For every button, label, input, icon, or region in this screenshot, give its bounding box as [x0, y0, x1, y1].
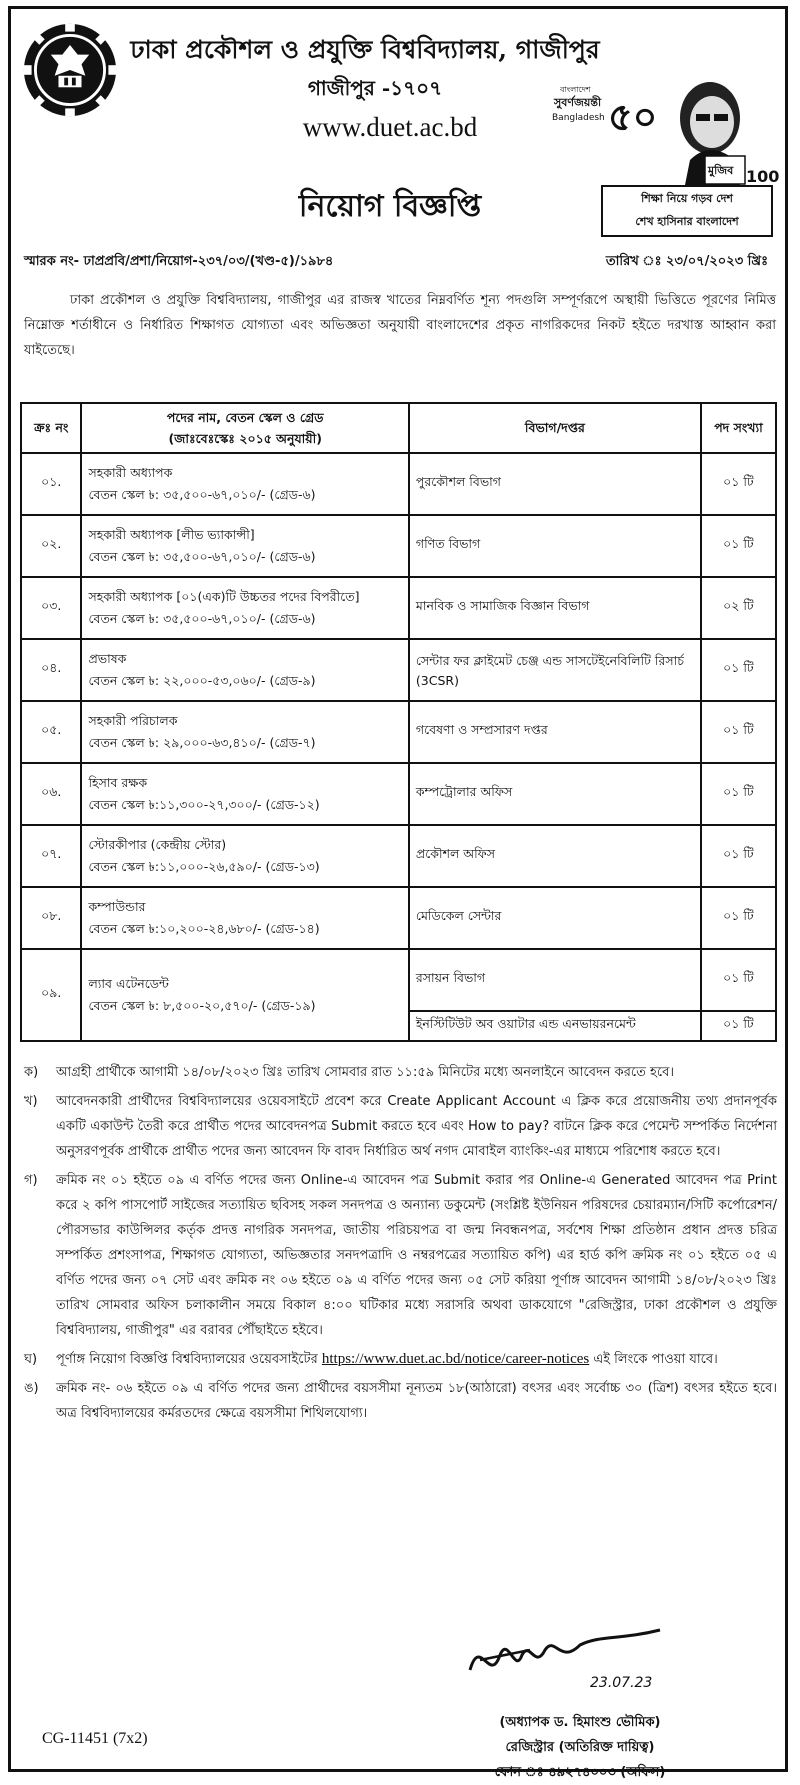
- department-cell: রসায়ন বিভাগ: [409, 949, 701, 1011]
- post-cell: [81, 515, 408, 577]
- condition-marker: ঙ): [24, 1381, 39, 1396]
- col-department: বিভাগ/দপ্তর: [409, 403, 701, 453]
- condition-item: [20, 1376, 777, 1426]
- university-name: ঢাকা প্রকৌশল ও প্রযুক্তি বিশ্ববিদ্যালয়, গাজীপুর: [130, 35, 600, 64]
- post-cell: [81, 949, 408, 1041]
- signatory-designation: রেজিস্ট্রার (অতিরিক্ত দায়িত্ব): [505, 1740, 655, 1755]
- footer-code: CG-11451 (7x2): [42, 1730, 148, 1747]
- slogan-line-2: শেখ হাসিনার বাংলাদেশ: [635, 215, 739, 228]
- table-row: [21, 949, 776, 1011]
- count-cell: ০১ টি: [701, 949, 776, 1011]
- condition-item: [20, 1060, 777, 1085]
- signature-date: 23.07.23: [590, 1675, 653, 1691]
- post-name: সহকারী পরিচালক: [88, 713, 178, 728]
- pay-scale: বেতন স্কেল ৳:১১,৩০০-২৭,৩০০/- (গ্রেড-১২): [88, 797, 320, 812]
- department-cell: গণিত বিভাগ: [409, 515, 701, 577]
- condition-text: ক্রমিক নং- ০৬ হইতে ০৯ এ বর্ণিত পদের জন্য প্রার্থীদের বয়সসীমা নূন্যতম ১৮(আঠারো) বৎসর এবং সর্বোচ্চ ৩০ (ত্রিশ) বৎসর হইতে হবে। অত্র বিশ্ববিদ্যালয়ের কর্মরতদের ক্ষেত্রে বয়সসীমা শিথিলযোগ্য।: [56, 1381, 777, 1421]
- serial-cell: ০৭.: [21, 825, 81, 887]
- pay-scale: বেতন স্কেল ৳: ৩৫,৫০০-৬৭,০১০/- (গ্রেড-৬): [88, 487, 316, 502]
- table-row: [21, 887, 776, 949]
- condition-item: [20, 1347, 777, 1372]
- col-post: পদের নাম, বেতন স্কেল ও গ্রেড (জাঃবেঃস্কেঃ ২০১৫ অনুযায়ী): [81, 403, 408, 453]
- post-name: স্টোরকীপার (কেন্দ্রীয় স্টোর): [88, 837, 227, 852]
- count-cell: ০১ টি: [701, 825, 776, 887]
- condition-item: [20, 1089, 777, 1164]
- condition-marker: ঘ): [24, 1352, 38, 1367]
- jubilee-emblem-icon: [540, 70, 780, 185]
- count-cell: ০১ টি: [701, 1011, 776, 1041]
- vacancy-table: [20, 402, 777, 1042]
- signatory-block: [430, 1710, 730, 1785]
- post-name: সহকারী অধ্যাপক [০১(এক)টি উচ্চতর পদের বিপরীতে]: [88, 589, 360, 604]
- pay-scale: বেতন স্কেল ৳: ৩৫,৫০০-৬৭,০১০/- (গ্রেড-৬): [88, 611, 316, 626]
- conditions-list: [20, 1060, 777, 1430]
- career-notices-link[interactable]: https://www.duet.ac.bd/notice/career-notices: [321, 1351, 590, 1367]
- pay-scale: বেতন স্কেল ৳:১০,২০০-২৪,৬৮০/- (গ্রেড-১৪): [88, 921, 320, 936]
- post-name: সহকারী অধ্যাপক: [88, 465, 173, 480]
- condition-text: পূর্ণাঙ্গ নিয়োগ বিজ্ঞপ্তি বিশ্ববিদ্যালয়ের ওয়েবসাইটের: [56, 1352, 322, 1367]
- notice-heading: নিয়োগ বিজ্ঞপ্তি: [298, 189, 482, 224]
- serial-cell: ০২.: [21, 515, 81, 577]
- table-row: [21, 453, 776, 515]
- count-cell: ০২ টি: [701, 577, 776, 639]
- pay-scale: বেতন স্কেল ৳: ২৯,০০০-৬৩,৪১০/- (গ্রেড-৭): [88, 735, 316, 750]
- svg-text:৫০: ৫০: [608, 95, 658, 139]
- post-name: হিসাব রক্ষক: [88, 775, 148, 790]
- university-city: গাজীপুর -১৭০৭: [307, 76, 443, 100]
- condition-text: আবেদনকারী প্রার্থীদের বিশ্ববিদ্যালয়ের ওয়েবসাইটে প্রবেশ করে Create Applicant Account এ ক্লিক করে প্রয়োজনীয় তথ্য প্রদানপূর্বক একটি একাউন্ট তৈরী করে প্রার্থীত পদের আবেদনপত্র Submit করতে হবে এবং How to pay? বাটনে ক্লিক করে পেমেন্ট সম্পর্কিত নির্দেশনা অনুসরণপূর্বক প্রার্থীকে প্রার্থীত পদের জন্য আবেদন ফি বাবদ নির্ধারিত অর্থ নগদ মোবাইল ব্যাংকিং-এর মাধ্যমে পরিশোধ করতে হবে।: [56, 1094, 777, 1159]
- count-cell: ০১ টি: [701, 763, 776, 825]
- notice-date: তারিখ ঃ ২৩/০৭/২০২৩ খ্রিঃ: [605, 254, 768, 269]
- serial-cell: ০৯.: [21, 949, 81, 1041]
- condition-marker: ক): [24, 1065, 39, 1080]
- table-row: [21, 515, 776, 577]
- col-count: পদ সংখ্যা: [701, 403, 776, 453]
- col-serial: ক্রঃ নং: [21, 403, 81, 453]
- registrar-signature: [460, 1615, 720, 1695]
- condition-marker: গ): [24, 1173, 38, 1188]
- condition-text: আগ্রহী প্রার্থীকে আগামী ১৪/০৮/২০২৩ খ্রিঃ তারিখ সোমবার রাত ১১:৫৯ মিনিটের মধ্যে অনলাইনে আবেদন করতে হবে।: [56, 1065, 674, 1080]
- table-row: [21, 701, 776, 763]
- signatory-phone: ফোন ঃ ৪৯২৭৪০০৩ (অফিস): [494, 1765, 666, 1780]
- department-cell: প্রকৌশল অফিস: [409, 825, 701, 887]
- memo-number: স্মারক নং- ঢাপ্রপ্রবি/প্রশা/নিয়োগ-২৩৭/০৩/(খণ্ড-৫)/১৯৮৪: [24, 254, 334, 269]
- post-name: প্রভাষক: [88, 651, 127, 666]
- condition-item: [20, 1168, 777, 1343]
- department-cell: মেডিকেল সেন্টার: [409, 887, 701, 949]
- post-cell: [81, 887, 408, 949]
- serial-cell: ০৮.: [21, 887, 81, 949]
- post-cell: [81, 639, 408, 701]
- post-name: সহকারী অধ্যাপক [লীভ ভ্যাকান্সী]: [88, 527, 255, 542]
- slogan-box: [601, 185, 773, 237]
- serial-cell: ০৬.: [21, 763, 81, 825]
- condition-text: এই লিংকে পাওয়া যাবে।: [589, 1352, 718, 1367]
- count-cell: ০১ টি: [701, 453, 776, 515]
- serial-cell: ০১.: [21, 453, 81, 515]
- department-cell: ইনস্টিটিউট অব ওয়াটার এন্ড এনভায়রনমেন্ট: [409, 1011, 701, 1041]
- university-website: www.duet.ac.bd: [302, 112, 478, 142]
- svg-text:বাংলাদেশ: বাংলাদেশ: [560, 85, 591, 94]
- serial-cell: ০৫.: [21, 701, 81, 763]
- post-cell: [81, 763, 408, 825]
- department-cell: পুরকৌশল বিভাগ: [409, 453, 701, 515]
- condition-marker: খ): [24, 1094, 38, 1109]
- post-cell: [81, 825, 408, 887]
- table-header-row: [21, 403, 776, 453]
- table-row: [21, 577, 776, 639]
- post-cell: [81, 577, 408, 639]
- table-row: [21, 763, 776, 825]
- serial-cell: ০৩.: [21, 577, 81, 639]
- svg-text:সুবর্ণজয়ন্তী: সুবর্ণজয়ন্তী: [554, 96, 602, 109]
- university-logo-icon: [22, 22, 118, 118]
- condition-text: ক্রমিক নং ০১ হইতে ০৯ এ বর্ণিত পদের জন্য Online-এ আবেদন পত্র Submit করার পর Online-এ Generated আবেদন পত্র Print করে ২ কপি পাসপোর্ট সাইজের সত্যায়িত ছবিসহ সকল সনদপত্র ও অন্যান্য ডকুমেন্ট (সংশ্লিষ্ট ইউনিয়ন পরিষদের চেয়ারম্যান/সিটি কর্পোরেশন/পৌরসভার কাউন্সিলর কর্তৃক প্রদত্ত নাগরিক সনদপত্র, জাতীয় পরিচয়পত্র বা জন্ম নিবন্ধনপত্র, সর্বশেষ শিক্ষা প্রতিষ্ঠান প্রধান প্রদত্ত চরিত্র সম্পর্কিত প্রশংসাপত্র, শিক্ষাগত যোগ্যতা, অভিজ্ঞতার সনদপত্রাদি ও নম্বরপত্রের সত্যায়িত কপি) এর হার্ড কপি ক্রমিক নং ০১ হইতে ০৫ এ বর্ণিত পদের জন্য ০৭ সেট এবং ক্রমিক নং ০৬ হইতে ০৯ এ বর্ণিত পদের জন্য ০৫ সেট করিয়া পূর্ণাঙ্গ আবেদন আগামী ১৪/০৮/২০২৩ খ্রিঃ তারিখ সোমবার অফিস চলাকালীন সময়ে বিকাল ৪:০০ ঘটিকার মধ্যে সরাসরি অথবা ডাকযোগে "রেজিস্ট্রার, ঢাকা প্রকৌশল ও প্রযুক্তি বিশ্ববিদ্যালয়, গাজীপুর" এর বরাবর পৌঁছাইতে হইবে।: [56, 1173, 777, 1338]
- signatory-name: (অধ্যাপক ড. হিমাংশু ভৌমিক): [499, 1715, 661, 1730]
- table-row: [21, 639, 776, 701]
- pay-scale: বেতন স্কেল ৳:১১,০০০-২৬,৫৯০/- (গ্রেড-১৩): [88, 859, 320, 874]
- svg-text:Bangladesh: Bangladesh: [552, 113, 605, 123]
- table-row: [21, 825, 776, 887]
- post-cell: [81, 701, 408, 763]
- serial-cell: ০৪.: [21, 639, 81, 701]
- intro-paragraph: ঢাকা প্রকৌশল ও প্রযুক্তি বিশ্ববিদ্যালয়, গাজীপুর এর রাজস্ব খাতের নিম্নবর্ণিত শূন্য পদগুলি সম্পূর্ণরূপে অস্থায়ী ভিত্তিতে পূরণের নিমিত্ত নিম্নোক্ত শর্তাধীনে ও নির্ধারিত শিক্ষাগত যোগ্যতা এবং অভিজ্ঞতা অনুযায়ী বাংলাদেশের প্রকৃত নাগরিকদের নিকট হইতে দরখাস্ত আহ্বান করা যাইতেছে।: [24, 293, 776, 358]
- svg-text:মুজিব: মুজিব: [708, 164, 734, 177]
- department-cell: মানবিক ও সামাজিক বিজ্ঞান বিভাগ: [409, 577, 701, 639]
- department-cell: সেন্টার ফর ক্লাইমেট চেঞ্জ এন্ড সাসটেইনেবিলিটি রিসার্চ (3CSR): [409, 639, 701, 701]
- post-name: ল্যাব এটেনডেন্ট: [88, 976, 169, 991]
- post-cell: [81, 453, 408, 515]
- post-name: কম্পাউন্ডার: [88, 899, 146, 914]
- pay-scale: বেতন স্কেল ৳: ২২,০০০-৫৩,০৬০/- (গ্রেড-৯): [88, 673, 316, 688]
- department-cell: গবেষণা ও সম্প্রসারণ দপ্তর: [409, 701, 701, 763]
- count-cell: ০১ টি: [701, 639, 776, 701]
- svg-text:100: 100: [746, 167, 780, 185]
- count-cell: ০১ টি: [701, 701, 776, 763]
- count-cell: ০১ টি: [701, 887, 776, 949]
- pay-scale: বেতন স্কেল ৳: ৮,৫০০-২০,৫৭০/- (গ্রেড-১৯): [88, 998, 316, 1013]
- count-cell: ০১ টি: [701, 515, 776, 577]
- department-cell: কম্পট্রোলার অফিস: [409, 763, 701, 825]
- slogan-line-1: শিক্ষা নিয়ে গড়ব দেশ: [641, 192, 733, 205]
- pay-scale: বেতন স্কেল ৳: ৩৫,৫০০-৬৭,০১০/- (গ্রেড-৬): [88, 549, 316, 564]
